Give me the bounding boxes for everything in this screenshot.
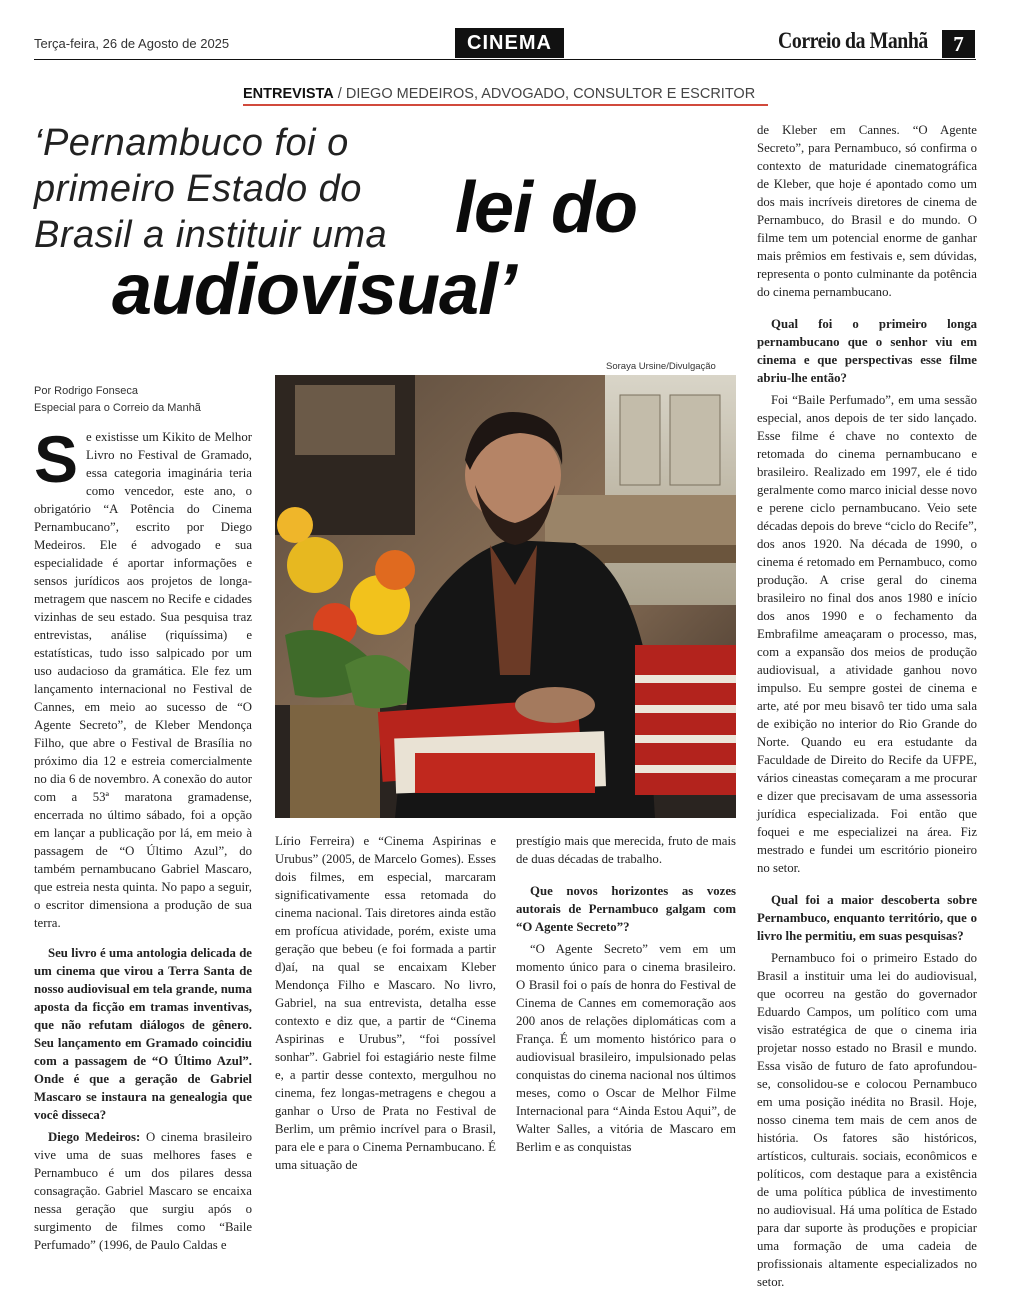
kicker-label: ENTREVISTA: [243, 86, 334, 102]
photo-credit: Soraya Ursine/Divulgação: [606, 361, 716, 372]
header-divider: [34, 59, 976, 60]
article-column-1: [34, 422, 252, 1254]
issue-date: Terça-feira, 26 de Agosto de 2025: [34, 36, 230, 51]
byline-author: Por Rodrigo Fonseca: [34, 385, 138, 397]
question-1: Seu livro é uma antologia delicada de um cinema que virou a Terra Santa de nosso audiovisual em tela grande, numa aposta da ficção em tramas inventivas, que não refutam diálogos de gênero. Seu lançamento em Gramado coincidiu com a passagem de “O Último Azul”. Onde é que a geração de Gabriel Mascaro se instaura na genealogia que você disseca?: [34, 946, 252, 1122]
question-4: Qual foi a maior descoberta sobre Pernambuco, enquanto território, que o livro lhe permitiu, em suas pesquisas?: [757, 893, 977, 943]
column-4-paragraph: de Kleber em Cannes. “O Agente Secreto”, para Pernambuco, só confirma o contexto de maturidade cinematográfica de Kleber, que hoje é apontado como um dos mais incríveis diretores de cinema de Pernambuco, do Brasil e do mundo. O filme tem um potencial enorme de ganhar mais prêmios em festivais e, sem dúvidas, representa o ponto culminante da potência do cinema pernambucano.: [757, 123, 977, 299]
answer-3: Foi “Baile Perfumado”, em uma sessão especial, anos depois de ter sido lançado. Esse filme é chave no contexto de retomada do cinema pernambucano e brasileiro. Realizado em 1997, ele é tido geralmente como marco inicial desse novo e perene ciclo pernambucano. Veio sete décadas depois do breve “ciclo do Recife”, dos anos 1920. Na década de 1990, o cinema é retomado em Pernambuco, como produção. A crise geral do cinema brasileiro no final dos anos 1980 e início dos anos 1990 e o fechamento da Embrafilme ameaçaram o processo, mas, com a expansão dos meios de produção audiovisual, a atividade ganhou novo impulso. Eu sempre gostei de cinema e arte, até por meu bisavô ter tido uma sala de exibição no interior do Rio Grande do Norte. Quando eu era estudante da Faculdade de Direito do Recife da UFPE, vários cineastas começaram a me procurar e dizer que precisavam de uma assessoria jurídica especializada. Foi então que foquei e me especializei na área. Fiz mestrado e fundei um escritório pioneiro no setor.: [757, 393, 977, 875]
byline: [34, 383, 201, 417]
column-3-paragraph: prestígio mais que merecida, fruto de mais de duas décadas de trabalho.: [516, 834, 736, 866]
question-3: Qual foi o primeiro longa pernambucano que o senhor viu em cinema e que perspectivas esse filme abriu-lhe então?: [757, 317, 977, 385]
newspaper-logo: Correio da Manhã: [778, 28, 928, 53]
headline-bold-2: audiovisual’: [112, 250, 517, 330]
headline-bold-1: lei do: [455, 168, 638, 248]
article-column-2: [275, 832, 496, 1174]
answer-1: [34, 1128, 252, 1254]
article-column-3: [516, 832, 736, 1156]
intro-paragraph: e existisse um Kikito de Melhor Livro no Festival de Gramado, essa categoria imaginária teria como vencedor, este ano, o obrigatório “A Potência do Cinema Pernambucano”, escrito por Diego Medeiros. Ele é advogado e sua especialidade é aportar informações e sensos jurídicos aos projetos de longa-metragem que nascem no Recife e cidades vizinhas de seu estado. Sua pesquisa traz entrevistas, análise (riquíssima) e estatísticas, tudo isso salpicado por um uso audacioso da gramática. Ele fez um lançamento internacional no Festival de Cannes, em meio ao sucesso de “O Agente Secreto”, de Kleber Mendonça Filho, que abre o Festival de Brasília no próximo dia 12 e estreia comercialmente no dia 6 de novembro. A conexão do autor com a 53ª maratona gramadense, encerrada no último sábado, foi a opção em lançar a publicação por lá, em meio à passagem de “O Último Azul”, do também pernambucano Gabriel Mascaro, que estreia nesta quinta. No papo a seguir, o escritor dimensiona a produção de sua terra.: [34, 430, 252, 930]
headline-line-3: Brasil a instituir uma: [34, 214, 388, 256]
kicker-separator: /: [333, 86, 346, 102]
headline-line-2: primeiro Estado do: [34, 168, 362, 210]
question-2: Que novos horizontes as vozes autorais de Pernambuco galgam com “O Agente Secreto”?: [516, 884, 736, 934]
headline-line-1: ‘Pernambuco foi o: [34, 122, 349, 164]
column-2-paragraph: Lírio Ferreira) e “Cinema Aspirinas e Urubus” (2005, de Marcelo Gomes). Esses dois filmes, em especial, marcaram significativamente essa retomada do cinema nacional. Tais diretores ainda estão em profícua atividade, porém, existe uma geração que bebeu (e foi formada a partir d)aí, na qual se encaixam Kleber Mendonça Filho e Mascaro. No livro, Gabriel, na sua entrevista, detalha esse contexto e diz que, a partir de “Cinema Aspirinas e Urubus”, “foi possível sonhar”. Gabriel foi estagiário neste filme e, a partir desse contexto, mergulhou no cinema, fez longas-metragens e chegou a ganhar o Urso de Prata no Festival de Berlim, um prêmio incrível para o Brasil, para ele e para o Cinema Pernambucano. É uma situação de: [275, 834, 496, 1172]
answer-2: “O Agente Secreto” vem em um momento único para o cinema brasileiro. O Brasil foi o país de honra do Festival de Cinema de Cannes em comemoração aos 200 anos de relações diplomáticas com a França. É um momento histórico para o audiovisual brasileiro, impulsionado pelas conquistas do cinema nacional nos últimos meses, como o Oscar de Melhor Filme Internacional para “Ainda Estou Aqui”, de Walter Salles, a vitória de Mascaro em Berlim e as conquistas: [516, 942, 736, 1154]
answer-4: Pernambuco foi o primeiro Estado do Brasil a instituir uma lei do audiovisual, que ocorreu na gestão do governador Eduardo Campos, um político com uma visão estratégica de que o cinema iria projetar nosso estado no Brasil e mundo. Essa visão de futuro de fato aprofundou-se, consolidou-se e colocou Pernambuco em uma posição inédita no Brasil. Hoje, nosso cinema tem mais de cem anos de história. Os fatores são históricos, artísticos, culturais. sociais, econômicos e políticos, com destaque para a existência de uma política pública de investimento no audiovisual. Há uma política de Estado para dar suporte às produções e propiciar uma formação de uma cadeia de profissionais altamente especializados no setor.: [757, 951, 977, 1289]
article-column-4: [757, 121, 977, 1291]
kicker-underline: [243, 104, 768, 106]
kicker-text: DIEGO MEDEIROS, ADVOGADO, CONSULTOR E ESCRITOR: [345, 86, 756, 102]
page-number: 7: [942, 30, 975, 58]
portrait-illustration: [275, 375, 736, 818]
article-photo: [275, 375, 736, 818]
section-label: CINEMA: [455, 28, 564, 58]
answer-speaker: Diego Medeiros:: [48, 1130, 141, 1144]
byline-role: Especial para o Correio da Manhã: [34, 402, 201, 414]
drop-cap: S: [34, 422, 79, 496]
article-kicker: [243, 86, 755, 102]
answer-1-text: O cinema brasileiro vive uma de suas melhores fases e Pernambuco é um dos pilares dessa consagração. Gabriel Mascaro se encaixa nessa geração que surgiu após o surgimento de filmes como “Baile Perfumado” (1996, de Paulo Caldas e: [34, 1130, 252, 1252]
